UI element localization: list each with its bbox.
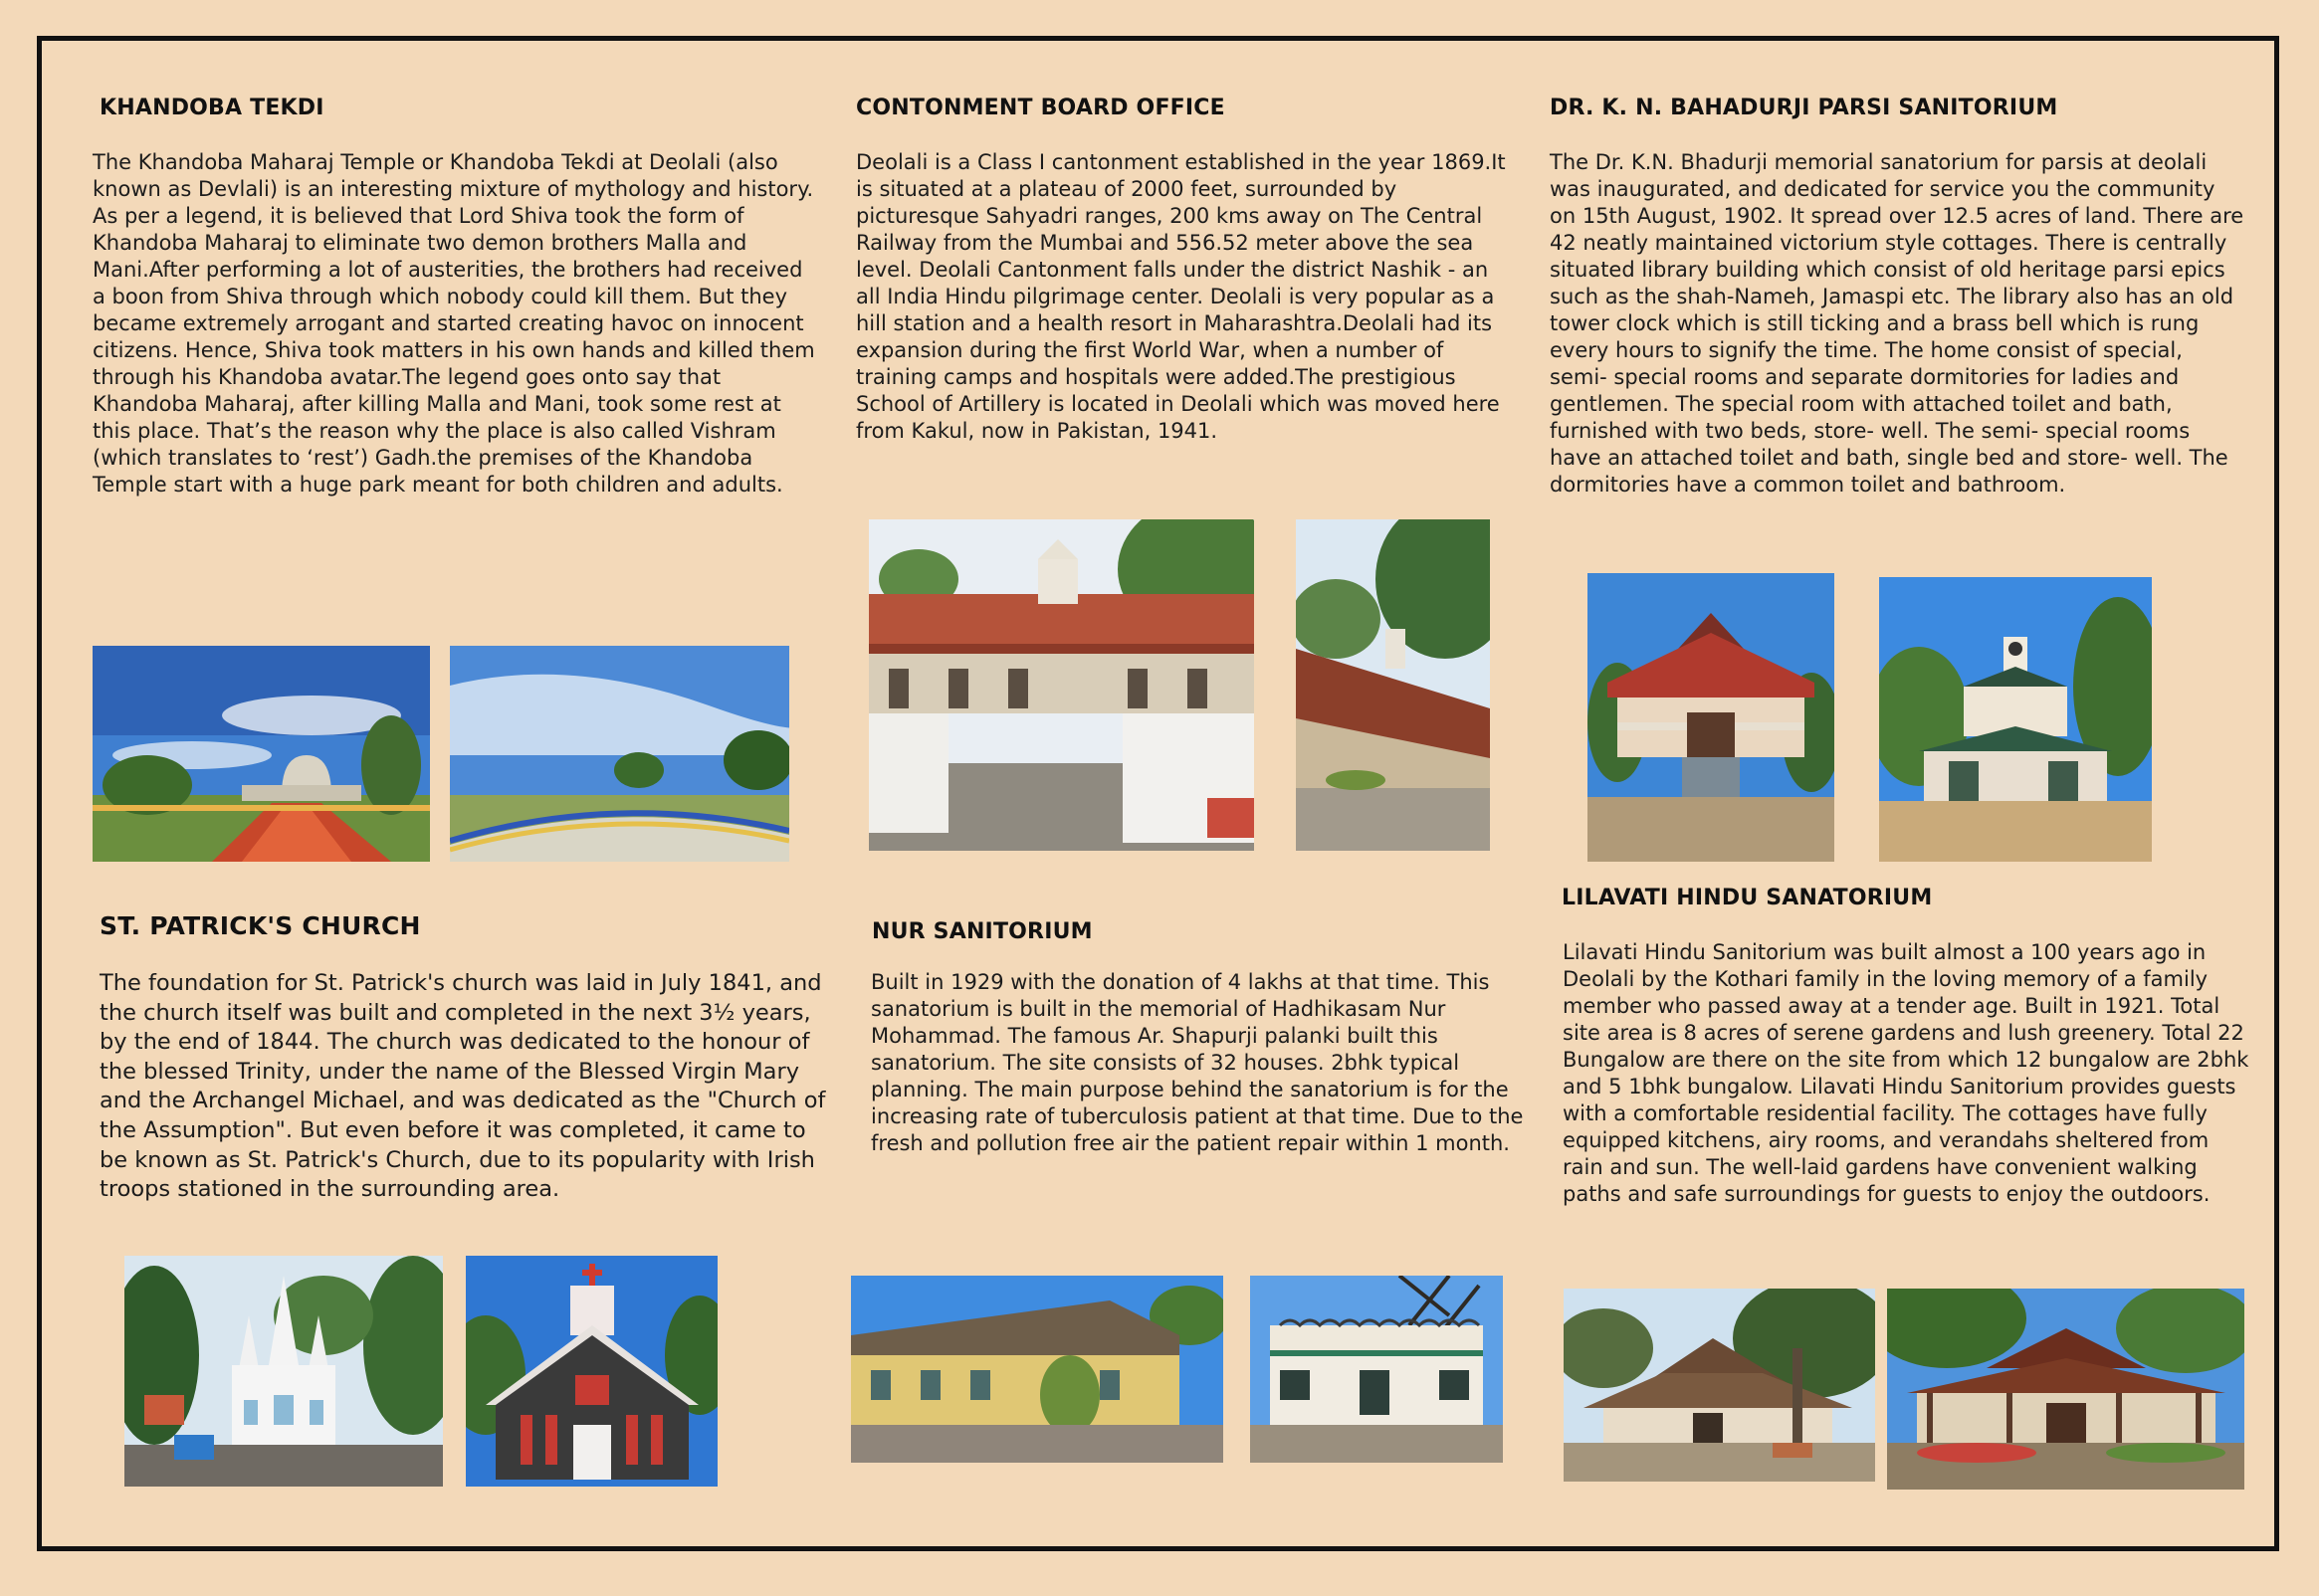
nur-sanitorium-facade-photo: [1250, 1276, 1503, 1463]
parsi-cottage-photo: [1587, 573, 1834, 862]
lilavati-bungalow-photo: [1887, 1289, 2244, 1490]
church-white-photo: [124, 1256, 443, 1487]
parsi-clock-tower-photo: [1879, 577, 2152, 862]
church-red-photo: [466, 1256, 718, 1487]
nur-title: NUR SANITORIUM: [872, 919, 1093, 944]
church-title: ST. PATRICK'S CHURCH: [100, 911, 421, 940]
khandoba-title: KHANDOBA TEKDI: [100, 96, 324, 120]
parsi-description: The Dr. K.N. Bhadurji memorial sanatorium for parsis at deolali was inaugurated, and dedicated for service you the community on 15th August, 1902. It spread over 12.5 acres of land. There are 42 neatly maintained victorium style cottages. There is centrally situated library building which consist of old heritage parsi epics such as the shah-Nameh, Jamaspi etc. The library also has an old tower clock which is still ticking and a brass bell which is rung every hours to signify the time. The home consist of special, semi- special rooms and separate dormitories for ladies and gentlemen. The special room with attached toilet and bath, furnished with two beds, store- well. The semi- special rooms have an attached toilet and bath, single bed and store- well. The dormitories have a common toilet and bathroom.: [1550, 150, 2244, 497]
khandoba-temple-photo: [93, 646, 430, 862]
lilavati-description: Lilavati Hindu Sanitorium was built almost a 100 years ago in Deolali by the Kothari family in the loving memory of a family member who passed away at a tender age. Built in 1921. Total site area is 8 acres of serene gardens and lush greenery. Total 22 Bungalow are there on the site from which 12 bungalow are 2bhk and 5 1bhk bungalow. Lilavati Hindu Sanitorium provides guests with a comfortable residential facility. The cottages have fully equipped kitchens, airy rooms, and verandahs sheltered from rain and sun. The well-laid gardens have convenient walking paths and safe surroundings for guests to enjoy the outdoors.: [1563, 940, 2249, 1206]
lilavati-cottage-photo: [1564, 1289, 1875, 1482]
khandoba-park-photo: [450, 646, 789, 862]
nur-sanitorium-building-photo: [851, 1276, 1223, 1463]
khandoba-description: The Khandoba Maharaj Temple or Khandoba Tekdi at Deolali (also known as Devlali) is an interesting mixture of mythology and history. As per a legend, it is believed that Lord Shiva took the form of Khandoba Maharaj to eliminate two demon brothers Malla and Mani.After performing a lot of austerities, the brothers had received a boon from Shiva through which nobody could kill them. But they became extremely arrogant and started creating havoc on innocent citizens. Hence, Shiva took matters in his own hands and killed them through his Khandoba avatar.The legend goes onto say that Khandoba Maharaj, after killing Malla and Mani, took some rest at this place. That’s the reason why the place is also called Vishram (which translates to ‘rest’) Gadh.the premises of the Khandoba Temple start with a huge park meant for both children and adults.: [93, 150, 815, 497]
nur-description: Built in 1929 with the donation of 4 lakhs at that time. This sanatorium is built in the memorial of Hadhikasam Nur Mohammad. The famous Ar. Shapurji palanki built this sanatorium. The site consists of 32 houses. 2bhk typical planning. The main purpose behind the sanatorium is for the increasing rate of tuberculosis patient at that time. Due to the fresh and pollution free air the patient repair within 1 month.: [871, 970, 1524, 1155]
cantonment-title: CONTONMENT BOARD OFFICE: [856, 96, 1225, 120]
church-description: The foundation for St. Patrick's church was laid in July 1841, and the church itself was built and completed in the next 3½ years, by the end of 1844. The church was dedicated to the honour of the blessed Trinity, under the name of the Blessed Virgin Mary and the Archangel Michael, and was dedicated as the "Church of the Assumption". But even before it was completed, it came to be known as St. Patrick's Church, due to its popularity with Irish troops stationed in the surrounding area.: [100, 970, 826, 1203]
lilavati-title: LILAVATI HINDU SANATORIUM: [1562, 886, 1933, 910]
cantonment-description: Deolali is a Class I cantonment established in the year 1869.It is situated at a plateau of 2000 feet, surrounded by picturesque Sahyadri ranges, 200 kms away on The Central Railway from the Mumbai and 556.52 meter above the sea level. Deolali Cantonment falls under the district Nashik - an all India Hindu pilgrimage center. Deolali is very popular as a hill station and a health resort in Maharashtra.Deolali had its expansion during the first World War, when a number of training camps and hospitals were added.The prestigious School of Artillery is located in Deolali which was moved here from Kakul, now in Pakistan, 1941.: [856, 150, 1506, 443]
cantonment-building-photo: [1296, 519, 1490, 851]
cantonment-office-photo: [869, 519, 1254, 851]
parsi-title: DR. K. N. BAHADURJI PARSI SANITORIUM: [1550, 96, 2058, 120]
